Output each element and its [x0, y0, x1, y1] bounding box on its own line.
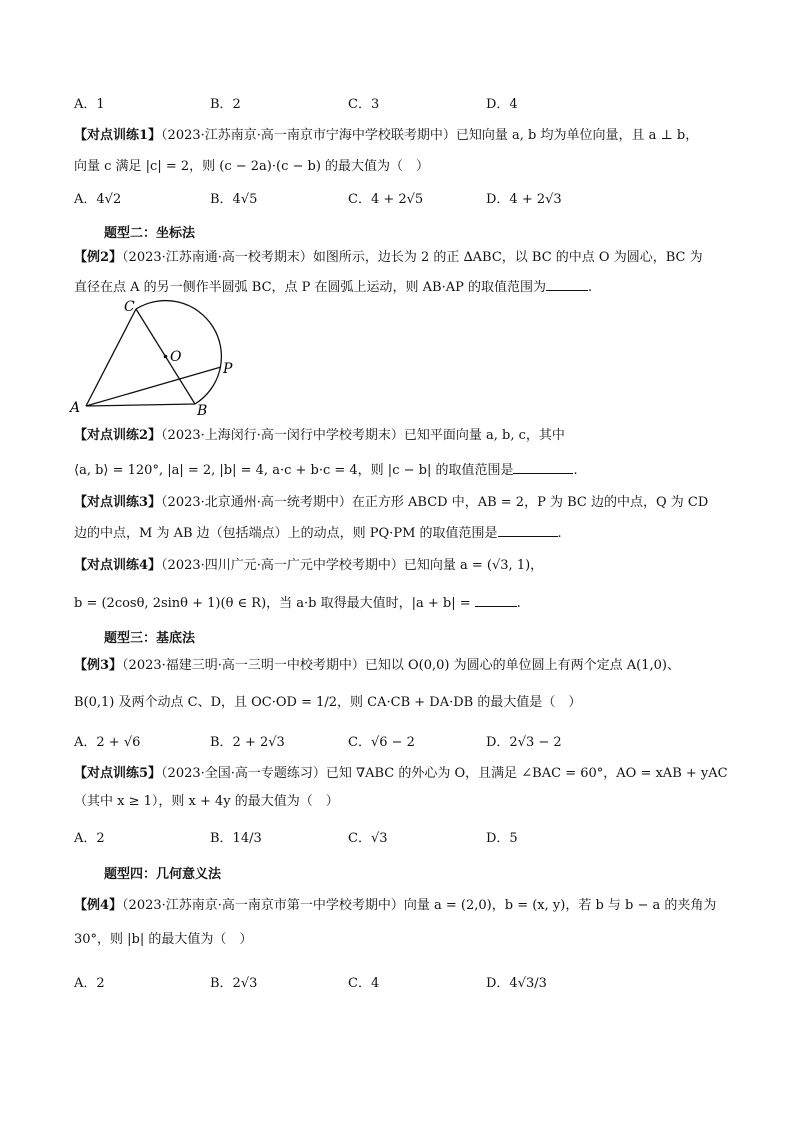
- example-4-tag: 【例4】: [74, 898, 123, 913]
- training-1-text-1: （2023·江苏南京·高一南京市宁海中学校联考期中）已知向量 a, b 均为单位向量，且 a ⊥ b，: [161, 128, 699, 143]
- option-b: B．4√5: [210, 192, 258, 207]
- training-4-line-2: [74, 594, 521, 613]
- option-d: D．4 + 2√3: [486, 192, 562, 207]
- training-3-text-2: 边的中点，M 为 AB 边（包括端点）上的动点，则 PQ·PM 的取值范围是: [74, 526, 498, 541]
- training-4-tag: 【对点训练4】: [74, 558, 162, 573]
- label-a: A: [70, 400, 81, 416]
- option-d: D．2√3 − 2: [486, 735, 562, 750]
- option-a: A．2: [74, 976, 105, 991]
- option-a: A．1: [74, 97, 105, 112]
- training-5-line-2: （其中 x ≥ 1），则 x + 4y 的最大值为（ ）: [74, 794, 339, 809]
- training-1-line-1: [74, 127, 698, 145]
- training-2-line-1: [74, 427, 565, 445]
- training-2-line-2: [74, 461, 578, 480]
- section-heading-2: 题型二：坐标法: [104, 226, 196, 241]
- label-o: O: [170, 349, 182, 365]
- label-b: B: [197, 403, 208, 419]
- training-1-tag: 【对点训练1】: [74, 128, 162, 143]
- section-heading-3: 题型三：基底法: [104, 631, 196, 646]
- option-b: B．14/3: [210, 831, 262, 846]
- segment-ac: [86, 309, 136, 406]
- training-2-text-2: ⟨a, b⟩ = 120°, |a| = 2, |b| = 4, a·c + b·c = 4，则 |c − b| 的取值范围是: [74, 463, 514, 478]
- example-4-line-1: [74, 897, 716, 915]
- example-3-line-2: B(0,1) 及两个动点 C、D，且 OC·OD = 1/2，则 CA·CB + DA·DB 的最大值是（ ）: [74, 695, 582, 710]
- example-2-line-1: [74, 249, 703, 267]
- training-4-text-2: b = (2cosθ, 2sinθ + 1)(θ ∈ R)，当 a·b 取得最大值时，|a + b| =: [74, 596, 471, 611]
- answer-blank: [546, 278, 588, 291]
- period: .: [557, 526, 562, 541]
- option-c: C．3: [348, 97, 380, 112]
- training-3-tag: 【对点训练3】: [74, 495, 162, 510]
- option-d: D．5: [486, 831, 518, 846]
- period: .: [588, 280, 593, 295]
- example-3-line-1: [74, 657, 680, 675]
- option-a: A．2 + √6: [74, 735, 141, 750]
- option-c: C．4 + 2√5: [348, 192, 424, 207]
- option-b: B．2√3: [210, 976, 258, 991]
- section-heading-4: 题型四：几何意义法: [104, 867, 222, 882]
- training-5-line-1: [74, 765, 728, 783]
- option-b: B．2: [210, 97, 241, 112]
- option-d: D．4: [486, 97, 518, 112]
- option-c: C．√3: [348, 831, 388, 846]
- example-2-tag: 【例2】: [74, 250, 123, 265]
- example-4-line-2: 30°，则 |b| 的最大值为（ ）: [74, 932, 253, 947]
- training-3-text-1: （2023·北京通州·高一统考期中）在正方形 ABCD 中，AB = 2，P 为 BC 边的中点，Q 为 CD: [161, 495, 709, 510]
- training-2-tag: 【对点训练2】: [74, 428, 162, 443]
- center-point-o: [164, 355, 168, 359]
- geometry-figure: [60, 295, 260, 425]
- option-a: A．4√2: [74, 192, 122, 207]
- period: .: [516, 596, 521, 611]
- training-1-line-2: 向量 c 满足 |c| = 2，则 (c − 2a)·(c − b) 的最大值为（ ）: [74, 159, 430, 174]
- answer-blank: [498, 524, 558, 537]
- training-3-line-1: [74, 494, 708, 512]
- training-5-text-1: （2023·全国·高一专题练习）已知 ∇ABC 的外心为 O，且满足 ∠BAC = 60°，AO = xAB + yAC: [161, 766, 728, 781]
- example-4-text-1: （2023·江苏南京·高一南京市第一中学校考期中）向量 a = (2,0)，b = (x, y)，若 b 与 b − a 的夹角为: [122, 898, 717, 913]
- training-4-line-1: [74, 557, 543, 575]
- training-2-text-1: （2023·上海闵行·高一闵行中学校考期末）已知平面向量 a, b, c，其中: [161, 428, 565, 443]
- example-3-tag: 【例3】: [74, 658, 123, 673]
- example-3-text-1: （2023·福建三明·高一三明一中校考期中）已知以 O(0,0) 为圆心的单位圆上有两个定点 A(1,0)、: [122, 658, 680, 673]
- period: .: [573, 463, 578, 478]
- answer-blank: [475, 594, 517, 607]
- answer-blank: [513, 461, 573, 474]
- example-2-text-2: 直径在点 A 的另一侧作半圆弧 BC，点 P 在圆弧上运动，则 AB·AP 的取值范围为: [74, 280, 547, 295]
- training-3-line-2: [74, 524, 562, 543]
- option-c: C．4: [348, 976, 380, 991]
- example-2-text-1: （2023·江苏南通·高一校考期末）如图所示，边长为 2 的正 ∆ABC，以 BC 的中点 O 为圆心，BC 为: [122, 250, 703, 265]
- option-d: D．4√3/3: [486, 976, 547, 991]
- training-5-tag: 【对点训练5】: [74, 766, 162, 781]
- option-a: A．2: [74, 831, 105, 846]
- label-p: P: [223, 361, 233, 377]
- segment-ab: [86, 404, 195, 406]
- label-c: C: [124, 299, 135, 315]
- option-c: C．√6 − 2: [348, 735, 415, 750]
- option-b: B．2 + 2√3: [210, 735, 285, 750]
- training-4-text-1: （2023·四川广元·高一广元中学校考期中）已知向量 a = (√3, 1)，: [161, 558, 544, 573]
